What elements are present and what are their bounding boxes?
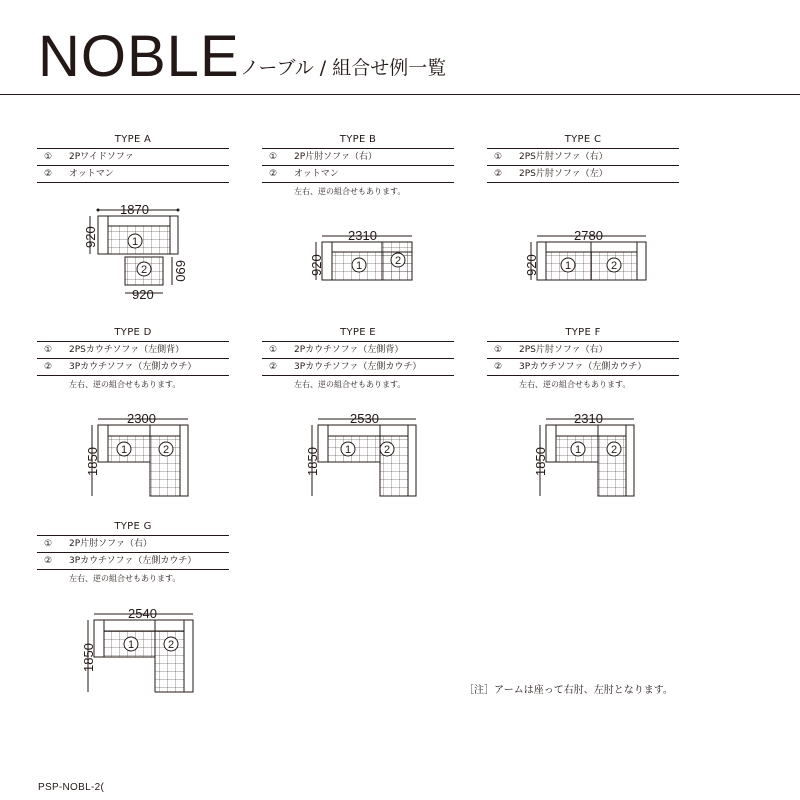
item-text: 2P片肘ソファ（右） xyxy=(294,152,377,162)
item-text: 3Pカウチソファ（左側カウチ） xyxy=(69,362,197,372)
item-number: ② xyxy=(44,362,53,372)
item-text: 2Pワイドソファ xyxy=(69,152,134,162)
dim-width: 2310 xyxy=(348,228,377,243)
reverse-note: 左右、逆の組合せもあります。 xyxy=(294,380,406,389)
type-label: TYPE D xyxy=(114,327,152,338)
item-number: ① xyxy=(494,345,503,355)
seat-number-1: 1 xyxy=(121,444,128,456)
seat-number-2: 2 xyxy=(141,264,148,276)
seat-number-2: 2 xyxy=(168,639,175,651)
dim-width: 2780 xyxy=(574,228,603,243)
seat-number-1: 1 xyxy=(356,260,363,272)
dim-width: 2540 xyxy=(128,606,157,621)
item-number: ① xyxy=(44,345,53,355)
seat-number-1: 1 xyxy=(128,639,135,651)
seat-number-1: 1 xyxy=(575,444,582,456)
dim-width: 2530 xyxy=(350,411,379,426)
item-number: ② xyxy=(269,169,278,179)
item-number: ② xyxy=(494,362,503,372)
arm-footnote: ［注］アームは座って右肘、左肘となります。 xyxy=(464,685,673,696)
item-text: 2PS片肘ソファ（右） xyxy=(519,345,608,355)
seat-number-2: 2 xyxy=(611,260,618,272)
dim-width: 2300 xyxy=(127,411,156,426)
type-label: TYPE G xyxy=(114,521,152,532)
dim-depth: 1850 xyxy=(81,643,96,672)
reverse-note: 左右、逆の組合せもあります。 xyxy=(294,187,406,196)
seat-number-2: 2 xyxy=(384,444,391,456)
reverse-note: 左右、逆の組合せもあります。 xyxy=(69,380,181,389)
dim-ottoman-depth: 690 xyxy=(173,260,188,282)
item-number: ① xyxy=(494,152,503,162)
reverse-note: 左右、逆の組合せもあります。 xyxy=(69,574,181,583)
item-number: ① xyxy=(44,152,53,162)
item-text: 3Pカウチソファ（左側カウチ） xyxy=(69,556,197,566)
seat-number-2: 2 xyxy=(611,444,618,456)
item-text: 2PS片肘ソファ（左） xyxy=(519,169,608,179)
dim-depth: 1850 xyxy=(85,447,100,476)
dim-width: 2310 xyxy=(574,411,603,426)
item-text: 2Pカウチソファ（左側背） xyxy=(294,345,404,355)
dim-width: 1870 xyxy=(120,202,149,217)
item-text: オットマン xyxy=(294,169,339,179)
page-title: NOBLE xyxy=(38,24,240,89)
item-text: オットマン xyxy=(69,169,114,179)
type-label: TYPE B xyxy=(339,134,377,145)
dim-depth: 920 xyxy=(83,226,98,248)
item-text: 2PS片肘ソファ（右） xyxy=(519,152,608,162)
seat-number-1: 1 xyxy=(565,260,572,272)
item-number: ② xyxy=(44,556,53,566)
type-label: TYPE A xyxy=(114,134,152,145)
type-label: TYPE E xyxy=(340,327,376,338)
type-label: TYPE C xyxy=(564,134,602,145)
item-text: 2P片肘ソファ（右） xyxy=(69,539,152,549)
dim-ottoman-width: 920 xyxy=(132,287,154,302)
seat-number-2: 2 xyxy=(395,255,402,267)
seat-number-2: 2 xyxy=(163,444,170,456)
dim-depth: 920 xyxy=(309,254,324,276)
item-number: ① xyxy=(269,345,278,355)
page-subtitle: ノーブル / 組合せ例一覧 xyxy=(240,57,447,79)
item-text: 3Pカウチソファ（左側カウチ） xyxy=(519,362,647,372)
product-code: PSP-NOBL-2( xyxy=(38,782,105,793)
seat-number-1: 1 xyxy=(345,444,352,456)
reverse-note: 左右、逆の組合せもあります。 xyxy=(519,380,631,389)
item-text: 3Pカウチソファ（左側カウチ） xyxy=(294,362,422,372)
item-text: 2PSカウチソファ（左側背） xyxy=(69,345,185,355)
dim-depth: 1850 xyxy=(533,447,548,476)
item-number: ② xyxy=(494,169,503,179)
item-number: ② xyxy=(269,362,278,372)
seat-number-1: 1 xyxy=(132,236,139,248)
dim-depth: 1850 xyxy=(305,447,320,476)
item-number: ① xyxy=(44,539,53,549)
item-number: ② xyxy=(44,169,53,179)
dim-depth: 920 xyxy=(524,254,539,276)
item-number: ① xyxy=(269,152,278,162)
type-label: TYPE F xyxy=(565,327,601,338)
